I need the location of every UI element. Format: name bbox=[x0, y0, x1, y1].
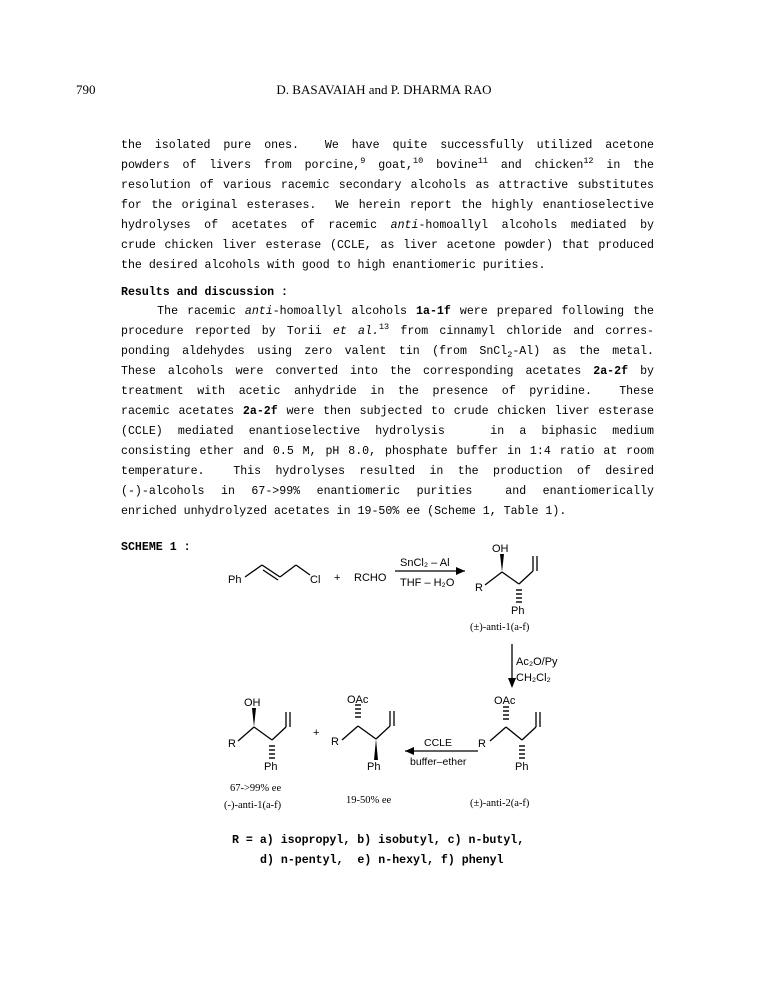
intro-line-6: crude chicken liver esterase (CCLE, as liver acetone powder) that produced bbox=[121, 239, 654, 252]
intro-line-1: the isolated pure ones. We have quite successfully utilized acetone bbox=[121, 139, 654, 152]
label-anti-2: (±)-anti-2(a-f) bbox=[470, 798, 530, 809]
intro-line-5: hydrolyses of acetates of racemic anti-homoallyl alcohols mediated by bbox=[121, 219, 654, 232]
oh-label-1: OH bbox=[492, 543, 509, 555]
results-line-4: These alcohols were converted into the corresponding acetates 2a-2f by bbox=[121, 365, 655, 378]
rcho-label: RCHO bbox=[354, 572, 387, 584]
anti-homoallyl-alcohol-structure bbox=[485, 556, 537, 585]
results-line-2: procedure reported by Torii et al.$^{13}$ from cinnamyl chloride and corres- bbox=[121, 322, 655, 338]
label-alcohol: (-)-anti-1(a-f) bbox=[224, 800, 282, 811]
cl-label: Cl bbox=[310, 574, 321, 586]
reagent-bottom-label: THF – H₂O bbox=[400, 577, 455, 589]
ee-acetate-label: 19-50% ee bbox=[346, 795, 392, 806]
ph-label-1: Ph bbox=[511, 605, 525, 617]
scheme-title: SCHEME 1 : bbox=[121, 541, 191, 554]
results-line-8: consisting ether and 0.5 M, pH 8.0, phosphate buffer in 1:4 ratio at room bbox=[121, 445, 654, 458]
intro-line-4: for the original esterases. We herein report the highly enantioselective bbox=[121, 199, 654, 212]
intro-line-3: resolution of various racemic secondary alcohols as attractive substitutes bbox=[121, 179, 654, 192]
oac-label-1: OAc bbox=[347, 694, 369, 706]
results-line-9: temperature. This hydrolyses resulted in the production of desired bbox=[121, 465, 654, 478]
r-definition-line-1: R = a) isopropyl, b) isobutyl, c) n-butyl, bbox=[232, 834, 525, 847]
oac-label-2: OAc bbox=[494, 695, 516, 707]
r-label-3: R bbox=[331, 736, 339, 748]
intro-line-7: the desired alcohols with good to high enantiomeric purities. bbox=[121, 259, 546, 272]
running-authors: D. BASAVAIAH and P. DHARMA RAO bbox=[276, 82, 492, 97]
results-line-6: racemic acetates 2a-2f were then subjected to crude chicken liver esterase bbox=[121, 405, 654, 418]
acylation-bottom-label: CH₂Cl₂ bbox=[516, 672, 551, 684]
r-label-1: R bbox=[475, 582, 483, 594]
r-label-4: R bbox=[478, 738, 486, 750]
plus-sign-1: + bbox=[334, 572, 341, 584]
ccle-label: CCLE bbox=[424, 737, 453, 749]
ph-label-2: Ph bbox=[264, 761, 278, 773]
intro-line-2: powders of livers from porcine,$^9$ goat,$^{10}$ bovine$^{11}$ and chicken$^{12}$ in the bbox=[121, 156, 655, 172]
results-line-1: The racemic anti-homoallyl alcohols 1a-1f were prepared following the bbox=[121, 305, 654, 318]
r-label-2: R bbox=[228, 738, 236, 750]
reaction-scheme bbox=[0, 530, 768, 870]
page-number: 790 bbox=[76, 82, 96, 97]
results-line-3: ponding aldehydes using zero valent tin (from SnCl$_2$-Al) as the metal. bbox=[121, 345, 654, 360]
results-line-7: (CCLE) mediated enantioselective hydrolysis in a biphasic medium bbox=[121, 425, 654, 438]
results-line-10: (-)-alcohols in 67->99% enantiomeric purities and enantiomerically bbox=[121, 485, 654, 498]
label-anti-1: (±)-anti-1(a-f) bbox=[470, 622, 530, 633]
results-line-5: treatment with acetic anhydride in the presence of pyridine. These bbox=[121, 385, 654, 398]
reagent-top-label: SnCl₂ – Al bbox=[400, 557, 450, 569]
running-header bbox=[0, 82, 768, 102]
r-definition-line-2: d) n-pentyl, e) n-hexyl, f) phenyl bbox=[260, 854, 504, 867]
cinnamyl-chloride-structure bbox=[245, 565, 310, 580]
ph-label-reactant: Ph bbox=[228, 574, 242, 586]
alcohol-product-structure bbox=[238, 712, 290, 741]
ph-label-4: Ph bbox=[515, 761, 529, 773]
racemic-acetate-structure bbox=[490, 712, 540, 741]
buffer-label: buffer–ether bbox=[410, 756, 467, 768]
section-heading: Results and discussion : bbox=[121, 286, 288, 299]
results-line-11: enriched unhydrolyzed acetates in 19-50% ee (Scheme 1, Table 1). bbox=[121, 505, 567, 518]
acylation-top-label: Ac₂O/Py bbox=[516, 656, 558, 668]
ee-alcohol-label: 67->99% ee bbox=[230, 783, 282, 794]
ph-label-3: Ph bbox=[367, 761, 381, 773]
oh-label-2: OH bbox=[244, 697, 261, 709]
acetate-product-structure bbox=[342, 711, 394, 740]
plus-sign-2: + bbox=[313, 727, 320, 739]
